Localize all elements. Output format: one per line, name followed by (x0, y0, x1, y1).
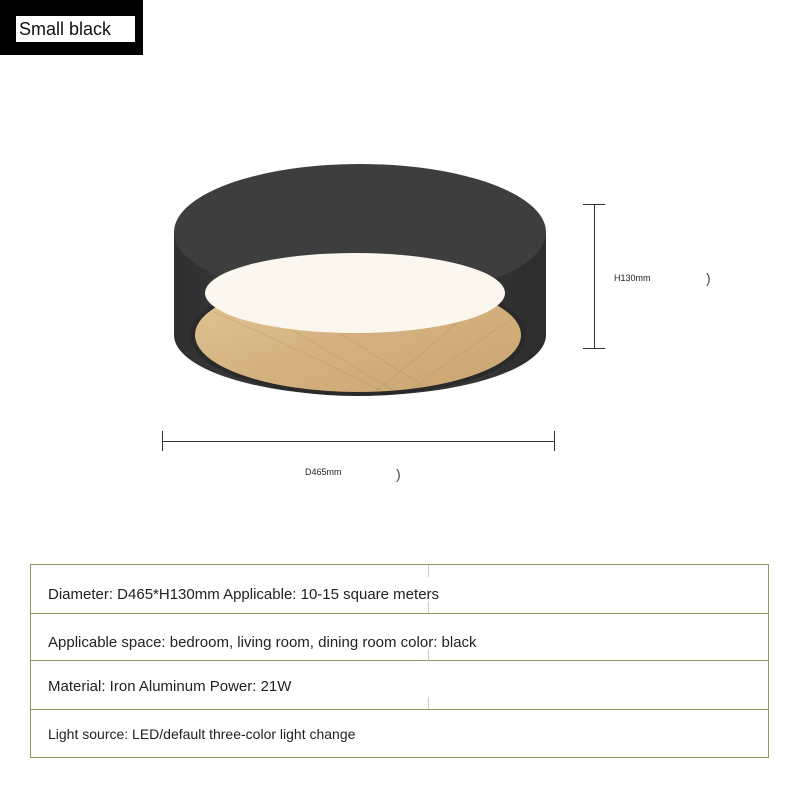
height-label-mark: ) (706, 270, 711, 286)
spec-table (30, 564, 769, 758)
row-divider (31, 613, 768, 614)
diameter-dimension-line (163, 441, 555, 442)
height-label: H130mm (614, 273, 651, 283)
diameter-dimension-cap-right (554, 431, 555, 451)
spec-row-diameter: Diameter: D465*H130mm Applicable: 10-15 square meters (48, 586, 440, 603)
row-divider (31, 660, 768, 661)
diameter-label: D465mm (305, 467, 342, 477)
row-divider (31, 709, 768, 710)
column-tick (428, 697, 429, 709)
variant-tag (0, 0, 143, 55)
height-dimension-cap-bottom (583, 348, 605, 349)
spec-row-material: Material: Iron Aluminum Power: 21W (48, 678, 292, 695)
diameter-dimension-cap-left (162, 431, 163, 451)
light-diffuser (205, 253, 505, 333)
variant-label: Small black (16, 16, 135, 42)
spec-row-light-source: Light source: LED/default three-color light change (48, 726, 356, 742)
height-dimension-cap-top (583, 204, 605, 205)
product-image (150, 150, 570, 410)
spec-row-space: Applicable space: bedroom, living room, dining room color: black (48, 634, 477, 651)
height-dimension-line (594, 204, 595, 349)
diameter-label-mark: ) (396, 466, 401, 482)
column-tick (428, 565, 429, 577)
